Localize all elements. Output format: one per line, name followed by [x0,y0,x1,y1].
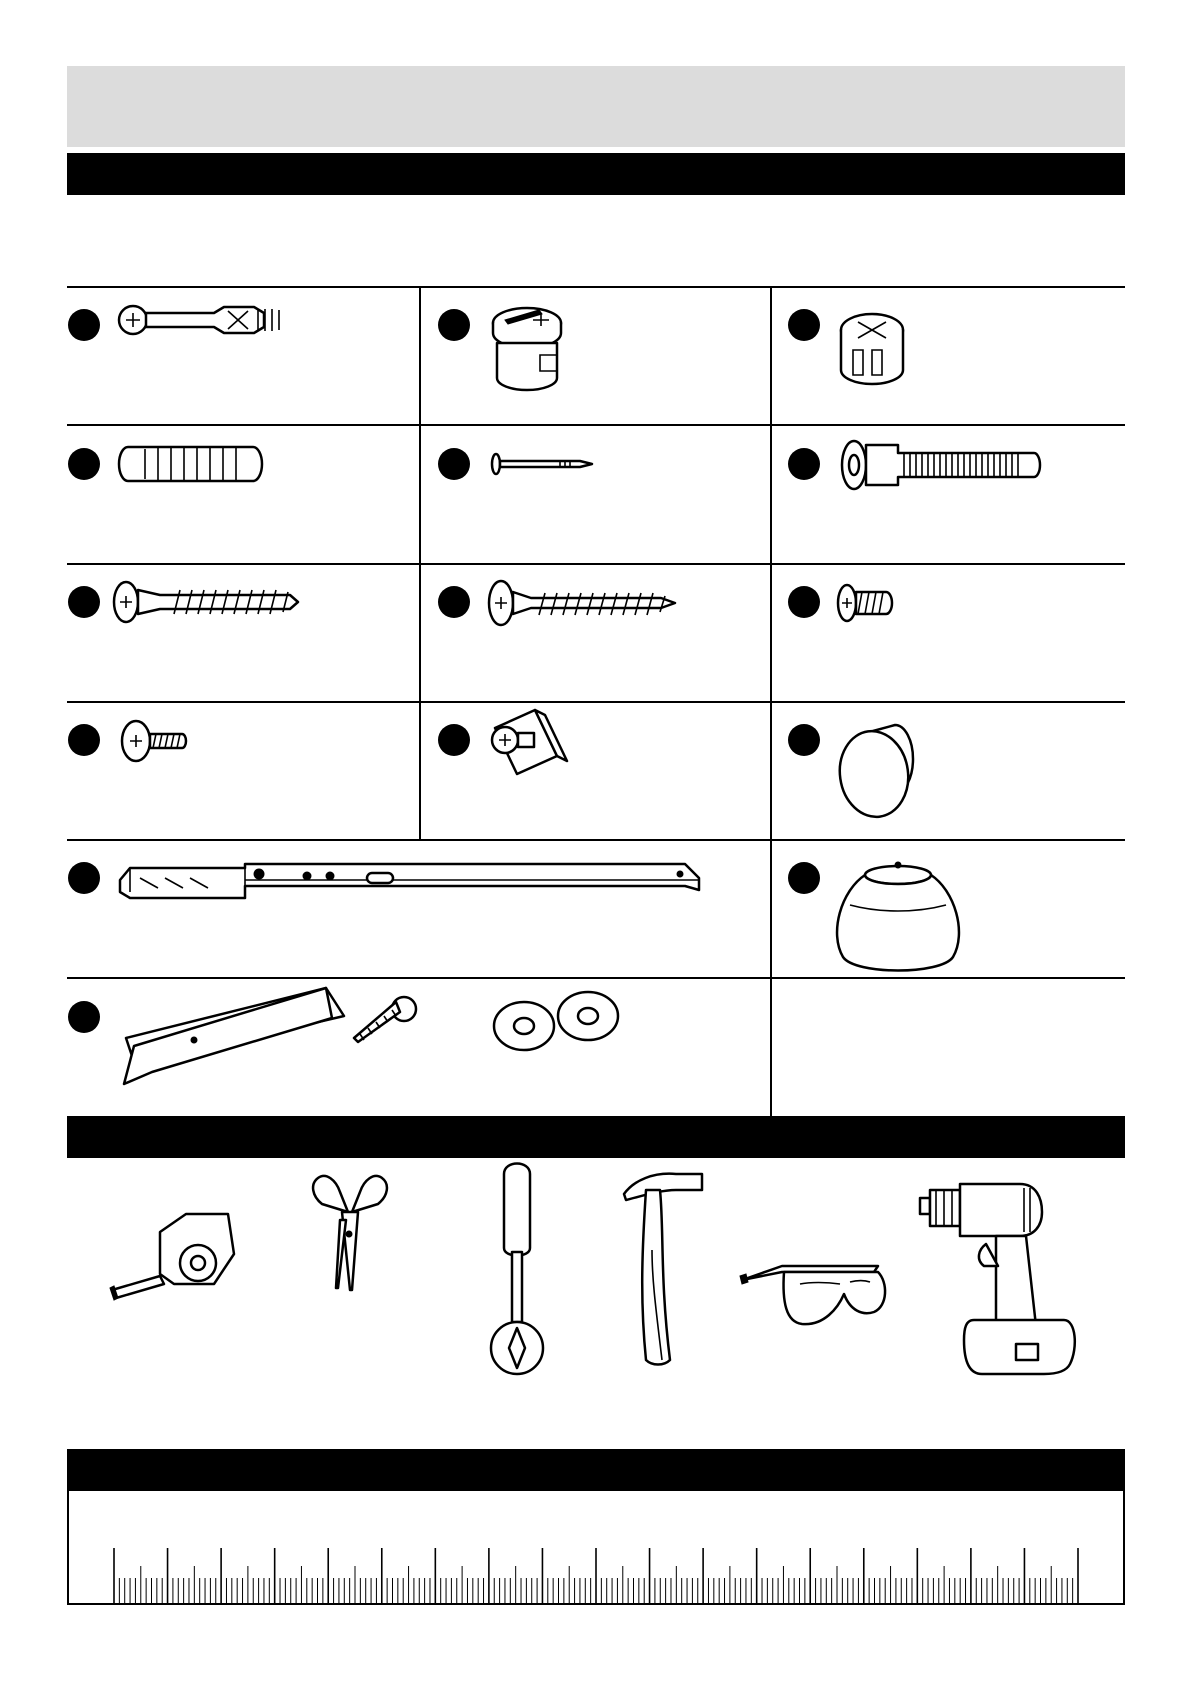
corner-block-icon [492,710,567,774]
euro-screw-icon [838,585,892,621]
wall-strap-kit-icon [124,988,618,1084]
small-screw-icon [122,721,186,761]
cam-bolt-icon [119,306,279,334]
hammer-icon [624,1174,702,1365]
cam-lock-nut-small-icon [841,314,903,384]
wood-screw-icon [489,581,675,625]
knob-icon [834,725,913,821]
nail-icon [492,454,592,474]
power-drill-icon [920,1184,1075,1374]
wooden-dowel-icon [119,447,262,481]
foot-icon [837,862,959,971]
long-wood-screw-icon [114,582,298,622]
scale-section-bar [67,1449,1125,1491]
cam-lock-nut-icon [493,308,561,390]
scissors-icon [313,1176,387,1290]
screwdriver-icon [491,1164,543,1375]
ruler-scale [0,1540,1192,1606]
tools-row [0,1160,1192,1390]
machine-bolt-icon [842,441,1040,489]
drawer-runner-icon [120,864,700,898]
tools-section-bar [67,1116,1125,1158]
tape-measure-icon [110,1214,234,1300]
safety-glasses-icon [740,1266,885,1324]
